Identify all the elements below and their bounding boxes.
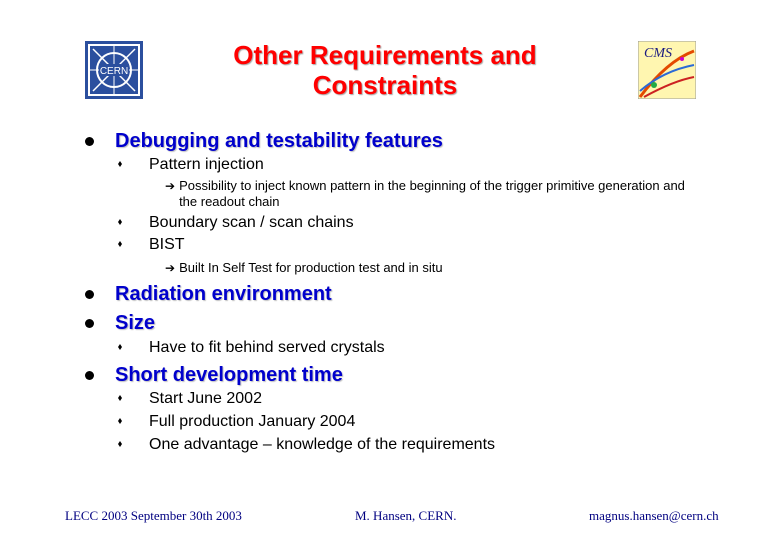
arrow-right-icon: ➔ [165, 179, 176, 193]
bullet-start-text: Start June 2002 [149, 390, 262, 407]
bullet-dot-icon [85, 371, 94, 380]
title-line-1: Other Requirements and [233, 40, 537, 70]
bullet-short-dev-text: Short development time [115, 364, 343, 386]
bullet-radiation [85, 282, 332, 306]
bullet-dot-icon [85, 290, 94, 299]
footer-conference: LECC 2003 September 30th 2003 [65, 508, 242, 523]
slide-title [160, 40, 610, 100]
sub-bullet-icon [118, 241, 122, 247]
bullet-radiation-text: Radiation environment [115, 283, 332, 305]
bullet-pattern-injection [118, 154, 264, 176]
sub-bullet-icon [118, 441, 122, 447]
bullet-short-dev [85, 363, 343, 387]
bullet-debugging [85, 129, 443, 153]
footer-author: M. Hansen, CERN. [355, 508, 457, 523]
bullet-advantage-text: One advantage – knowledge of the requirements [149, 436, 496, 453]
sub-bullet-icon [118, 395, 122, 401]
svg-text:CMS: CMS [644, 46, 672, 61]
bullet-start [118, 388, 262, 410]
bullet-boundary-scan-text: Boundary scan / scan chains [149, 214, 354, 231]
bullet-advantage [118, 434, 495, 456]
arrow-right-icon: ➔ [165, 261, 176, 275]
sub-bullet-icon [118, 344, 122, 350]
bullet-dot-icon [85, 319, 94, 328]
bullet-full-prod-text: Full production January 2004 [149, 413, 356, 430]
bullet-bist-text: BIST [149, 236, 185, 253]
bullet-size-detail [118, 337, 385, 359]
svg-text:CERN: CERN [99, 66, 129, 77]
bullet-size [85, 311, 155, 335]
bullet-bist [118, 234, 185, 256]
bullet-bist-detail-text: Built In Self Test for production test and in situ [179, 260, 443, 275]
bullet-pattern-detail [165, 178, 699, 210]
cms-logo-icon [638, 41, 696, 99]
sub-bullet-icon [118, 418, 122, 424]
bullet-debugging-text: Debugging and testability features [115, 130, 443, 152]
bullet-bist-detail [165, 260, 699, 276]
bullet-full-prod [118, 411, 355, 433]
title-line-2: Constraints [312, 70, 458, 100]
bullet-size-text: Size [115, 312, 156, 334]
cern-logo-icon [85, 41, 143, 99]
bullet-dot-icon [85, 137, 94, 146]
sub-bullet-icon [118, 219, 122, 225]
bullet-size-detail-text: Have to fit behind served crystals [149, 339, 385, 356]
bullet-pattern-injection-text: Pattern injection [149, 156, 264, 173]
footer-email: magnus.hansen@cern.ch [589, 508, 719, 523]
bullet-boundary-scan [118, 212, 354, 234]
bullet-pattern-detail-text: Possibility to inject known pattern in the beginning of the trigger primitive generation and the readout chain [179, 178, 685, 209]
sub-bullet-icon [118, 161, 122, 167]
